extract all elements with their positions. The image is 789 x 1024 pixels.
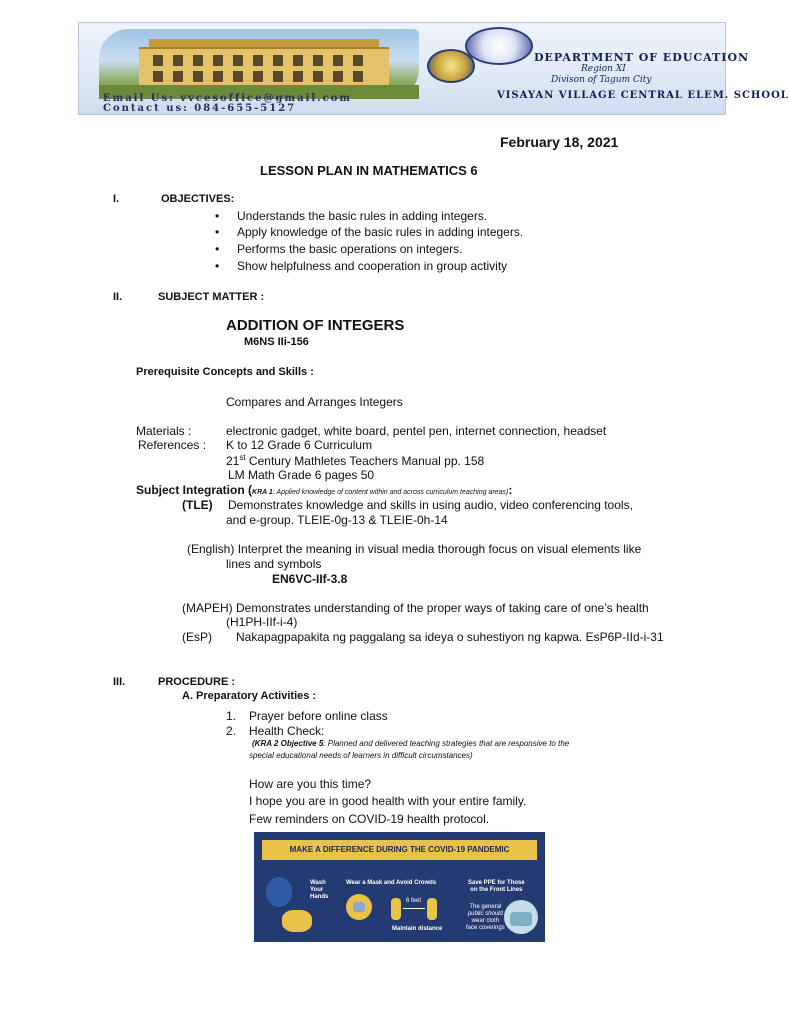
lesson-title: LESSON PLAN IN MATHEMATICS 6 [260,163,478,178]
procedure-numeral: III. [113,676,126,688]
distance-label: 6 feet [406,898,422,904]
subject-integration-line: Subject Integration (KRA 1: Applied knowledge of content within and across curriculum teaching areas): [136,483,513,497]
mapeh-line: (MAPEH) Demonstrates understanding of the proper ways of taking care of one’s health [182,601,649,615]
health-check-line: How are you this time? [249,777,372,791]
subject-matter-heading: SUBJECT MATTER : [158,291,265,303]
division-label: Divison of Tagum City [551,75,652,85]
esp-tag: (EsP) [182,630,212,644]
english-code: EN6VC-IIf-3.8 [272,572,348,586]
poster-banner: MAKE A DIFFERENCE DURING THE COVID-19 PANDEMIC [262,840,537,860]
prerequisite-value: Compares and Arranges Integers [226,395,403,409]
prerequisite-label: Prerequisite Concepts and Skills : [136,366,314,378]
person-icon [391,898,401,920]
document-date: February 18, 2021 [500,134,619,150]
objective-item: • Show helpfulness and cooperation in group activity [237,259,507,273]
preparatory-heading: A. Preparatory Activities : [182,690,317,702]
english-line: lines and symbols [226,557,322,571]
hands-icon [282,910,312,932]
english-line: (English) Interpret the meaning in visual media thorough focus on visual elements like [187,542,642,556]
references-label: References : [138,438,207,452]
covid-poster [254,832,545,942]
region-label: Region XI [581,64,626,74]
health-check-line: I hope you are in good health with your entire family. [249,794,527,808]
contact-line: Contact us: 084-655-5127 [103,103,297,114]
cloth-note: The general public should wear cloth face coverings [466,904,505,931]
division-seal-icon [465,27,533,65]
objective-item: • Understands the basic rules in adding integers. [237,209,487,223]
objective-item: • Performs the basic operations on integers. [237,242,462,256]
esp-line: Nakapagpapakita ng paggalang sa ideya o suhestiyon ng kapwa. EsP6P-IId-i-31 [236,630,664,644]
header-banner [78,22,789,115]
cloth-mask-icon [510,912,532,926]
step-number: 2. [226,724,237,738]
mask-icon [353,902,365,912]
reference-line: LM Math Grade 6 pages 50 [228,468,375,482]
step-number: 1. [226,709,237,723]
subject-matter-numeral: II. [113,291,123,303]
objectives-heading: OBJECTIVES: [161,193,235,205]
school-name: VISAYAN VILLAGE CENTRAL ELEM. SCHOOL [497,90,789,101]
step-label: Prayer before online class [249,709,388,723]
materials-label: Materials : [136,424,192,438]
objectives-numeral: I. [113,193,120,205]
objective-item: • Apply knowledge of the basic rules in adding integers. [237,225,523,239]
person-icon [427,898,437,920]
department-name: DEPARTMENT OF EDUCATION [534,51,750,64]
tle-line: and e-group. TLEIE-0g-13 & TLEIE-0h-14 [226,513,448,527]
competency-code: M6NS IIi-156 [244,336,309,348]
email-line: Email Us: vvcesoffice@gmail.com [103,93,352,104]
faucet-icon [266,877,292,907]
reference-line: K to 12 Grade 6 Curriculum [226,438,373,452]
reference-line: 21st Century Mathletes Teachers Manual pp. 158 [226,453,485,468]
procedure-heading: PROCEDURE : [158,676,236,688]
materials-value: electronic gadget, white board, pentel pen, internet connection, headset [226,424,607,438]
health-check-line: Few reminders on COVID-19 health protocol. [249,812,490,826]
tle-line: Demonstrates knowledge and skills in using audio, video conferencing tools, [228,498,633,512]
kra2-note: special educational needs of learners in difficult circumstances) [249,751,473,760]
mask-text: Wear a Mask and Avoid Crowds [346,880,437,886]
mapeh-code: (H1PH-IIf-i-4) [226,615,298,629]
school-building-photo [99,29,419,99]
tle-tag: (TLE) [182,498,213,512]
distance-arrow-icon [403,908,425,909]
maintain-text: Maintain distance [392,926,443,932]
lesson-topic: ADDITION OF INTEGERS [226,317,405,334]
wash-text: Wash Your Hands [310,880,329,900]
step-label: Health Check: [249,724,325,738]
ppe-text: Save PPE for Those on the Front Lines [468,880,525,893]
kra2-note: (KRA 2 Objective 5: Planned and delivered teaching strategies that are responsive to the [252,739,570,748]
